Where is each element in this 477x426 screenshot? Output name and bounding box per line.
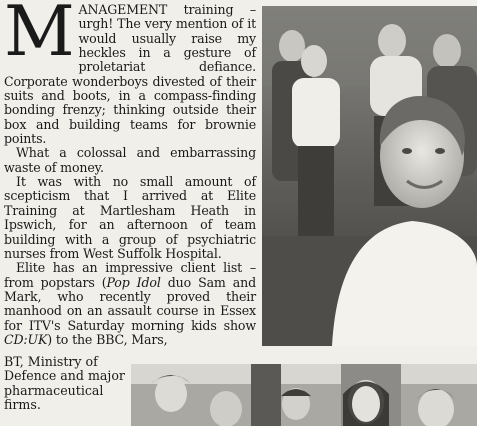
paragraph-4-tail: BT, Ministry of Defence and major pharmaceutical firms.	[4, 354, 125, 413]
article-body	[4, 0, 256, 347]
paragraph-3: It was with no small amount of scepticism that I arrived at Elite Training at Martlesham Heath in Ipswich, for an afternoon of team building with a group of psychiatric nurses from West Suffolk Hospital.	[4, 174, 256, 261]
group-photo-top	[262, 6, 477, 346]
lead-paragraph	[4, 0, 256, 147]
group-photo-bottom-image	[131, 364, 477, 426]
drop-cap: M	[4, 0, 75, 72]
paragraph-4: Elite has an impressive client list – from popstars (Pop Idol duo Sam and Mark, who recently proved their manhood on an assault course in Essex for ITV's Saturday morning kids show CD:UK) to the BBC, Mars,	[4, 260, 256, 347]
group-photo-bottom	[131, 364, 477, 426]
paragraph-2: What a colossal and embarrassing waste of money.	[4, 145, 256, 175]
lead-text: ANAGEMENT training – urgh! The very mention of it would usually raise my heckles in a gesture of proletariat defiance. Corporate wonderboys divested of their suits and boots, in a compass-finding bonding frenzy; thinking outside their box and building teams for brownie points.	[4, 2, 256, 147]
group-photo-image	[262, 6, 477, 346]
